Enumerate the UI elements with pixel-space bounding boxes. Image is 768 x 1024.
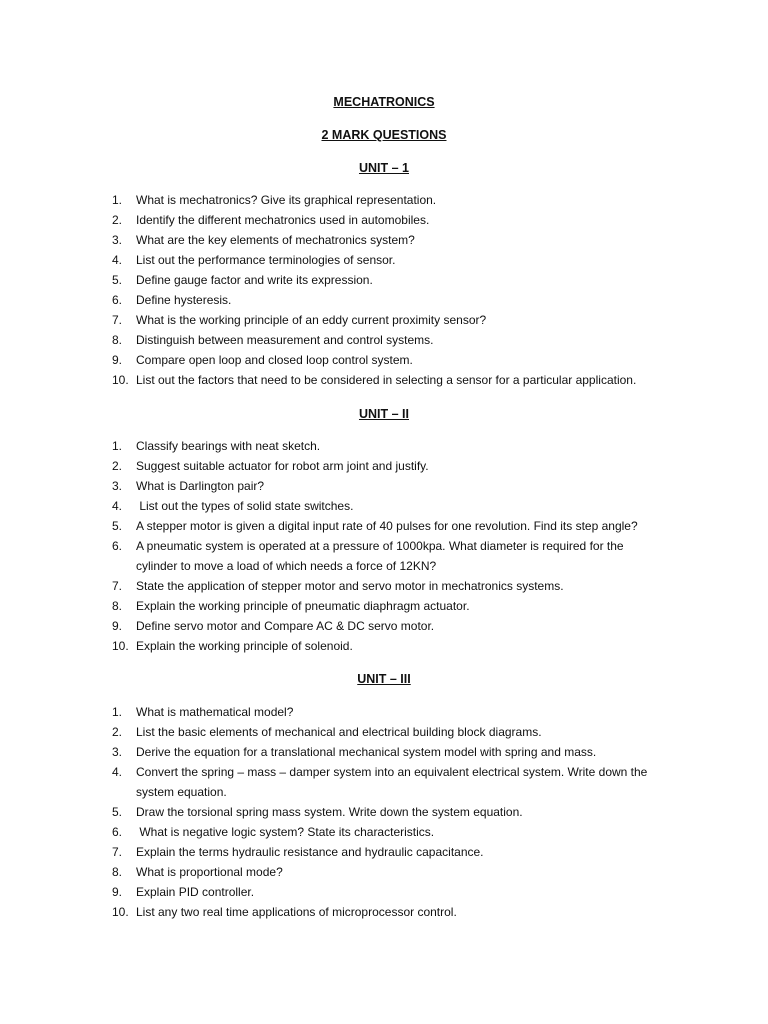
question-text: What is proportional mode? — [136, 865, 283, 879]
question-text: Explain the working principle of pneumatic diaphragm actuator. — [136, 599, 470, 613]
question-number: 8. — [112, 599, 123, 613]
question-number: 5. — [112, 519, 123, 533]
question-number: 4. — [112, 765, 123, 779]
question-number: 2. — [112, 459, 123, 473]
question-number: 3. — [112, 479, 123, 493]
question-item — [0, 250, 768, 270]
question-number: 10. — [112, 905, 129, 919]
question-text — [136, 536, 696, 576]
question-item — [0, 596, 768, 616]
question-number: 5. — [112, 805, 123, 819]
question-text: List the basic elements of mechanical and electrical building block diagrams. — [136, 725, 542, 739]
question-number: 5. — [112, 273, 123, 287]
question-text-line-1: A pneumatic system is operated at a pressure of 1000kpa. What diameter is required for the — [136, 539, 624, 553]
unit-2-question-list — [0, 436, 768, 656]
question-text: List any two real time applications of microprocessor control. — [136, 905, 457, 919]
question-item — [0, 616, 768, 636]
question-item — [0, 902, 768, 922]
question-number: 9. — [112, 353, 123, 367]
question-text: What is mechatronics? Give its graphical representation. — [136, 193, 437, 207]
question-number: 9. — [112, 619, 123, 633]
question-item — [0, 476, 768, 496]
question-text: Derive the equation for a translational mechanical system model with spring and mass. — [136, 745, 597, 759]
question-text: Identify the different mechatronics used in automobiles. — [136, 213, 430, 227]
question-item — [0, 516, 768, 536]
question-text: Define gauge factor and write its expression. — [136, 273, 373, 287]
question-number: 4. — [112, 253, 123, 267]
question-text: What is mathematical model? — [136, 705, 294, 719]
document-subtitle: 2 MARK QUESTIONS — [321, 128, 447, 142]
question-item — [0, 536, 768, 576]
question-item — [0, 822, 768, 842]
question-item — [0, 330, 768, 350]
question-text: Explain the working principle of solenoid. — [136, 639, 353, 653]
question-item — [0, 802, 768, 822]
question-number: 2. — [112, 213, 123, 227]
question-item — [0, 636, 768, 656]
question-item — [0, 310, 768, 330]
question-item — [0, 210, 768, 230]
question-number: 3. — [112, 233, 123, 247]
question-text: State the application of stepper motor and servo motor in mechatronics systems. — [136, 579, 564, 593]
question-text: Define hysteresis. — [136, 293, 232, 307]
question-item — [0, 702, 768, 722]
question-text: List out the factors that need to be considered in selecting a sensor for a particular application. — [136, 373, 637, 387]
question-number: 7. — [112, 579, 123, 593]
question-number: 2. — [112, 725, 123, 739]
question-text: Suggest suitable actuator for robot arm joint and justify. — [136, 459, 429, 473]
question-item — [0, 862, 768, 882]
question-text: Define servo motor and Compare AC & DC servo motor. — [136, 619, 435, 633]
question-text: Compare open loop and closed loop control system. — [136, 353, 413, 367]
unit-2-heading: UNIT – II — [358, 407, 409, 421]
question-text: What are the key elements of mechatronics system? — [136, 233, 415, 247]
question-number: 4. — [112, 499, 123, 513]
question-number: 1. — [112, 705, 123, 719]
question-text: Draw the torsional spring mass system. Write down the system equation. — [136, 805, 523, 819]
question-text: Distinguish between measurement and control systems. — [136, 333, 434, 347]
question-text — [136, 762, 696, 802]
question-number: 1. — [112, 439, 123, 453]
question-text: Classify bearings with neat sketch. — [136, 439, 321, 453]
question-text: What is negative logic system? State its characteristics. — [136, 825, 435, 839]
question-item — [0, 270, 768, 290]
question-text-line-1: Convert the spring – mass – damper system into an equivalent electrical system. Write down the — [136, 765, 648, 779]
question-number: 10. — [112, 373, 129, 387]
unit-1-question-list — [0, 190, 768, 390]
question-item — [0, 722, 768, 742]
question-number: 7. — [112, 313, 123, 327]
question-text: List out the types of solid state switches. — [136, 499, 354, 513]
document-title: MECHATRONICS — [333, 95, 435, 109]
question-text: List out the performance terminologies of sensor. — [136, 253, 396, 267]
question-text-line-2: system equation. — [136, 785, 227, 799]
question-number: 1. — [112, 193, 123, 207]
question-text: Explain PID controller. — [136, 885, 255, 899]
unit-1-heading: UNIT – 1 — [358, 161, 409, 175]
question-item — [0, 742, 768, 762]
question-number: 10. — [112, 639, 129, 653]
question-item — [0, 350, 768, 370]
question-item — [0, 576, 768, 596]
question-item — [0, 842, 768, 862]
question-item — [0, 762, 768, 802]
question-item — [0, 496, 768, 516]
question-item — [0, 290, 768, 310]
question-number: 8. — [112, 333, 123, 347]
question-number: 9. — [112, 885, 123, 899]
question-item — [0, 230, 768, 250]
question-text: Explain the terms hydraulic resistance and hydraulic capacitance. — [136, 845, 484, 859]
question-text: A stepper motor is given a digital input rate of 40 pulses for one revolution. Find its step angle? — [136, 519, 638, 533]
question-item — [0, 456, 768, 476]
question-item — [0, 882, 768, 902]
unit-3-heading: UNIT – III — [357, 672, 411, 686]
unit-3-question-list — [0, 702, 768, 922]
question-text-line-2: cylinder to move a load of which needs a force of 12KN? — [136, 559, 437, 573]
question-item — [0, 370, 768, 390]
question-number: 3. — [112, 745, 123, 759]
question-number: 6. — [112, 539, 123, 553]
question-text: What is the working principle of an eddy current proximity sensor? — [136, 313, 487, 327]
question-text: What is Darlington pair? — [136, 479, 265, 493]
question-number: 7. — [112, 845, 123, 859]
question-number: 8. — [112, 865, 123, 879]
question-number: 6. — [112, 293, 123, 307]
question-item — [0, 190, 768, 210]
question-number: 6. — [112, 825, 123, 839]
question-item — [0, 436, 768, 456]
